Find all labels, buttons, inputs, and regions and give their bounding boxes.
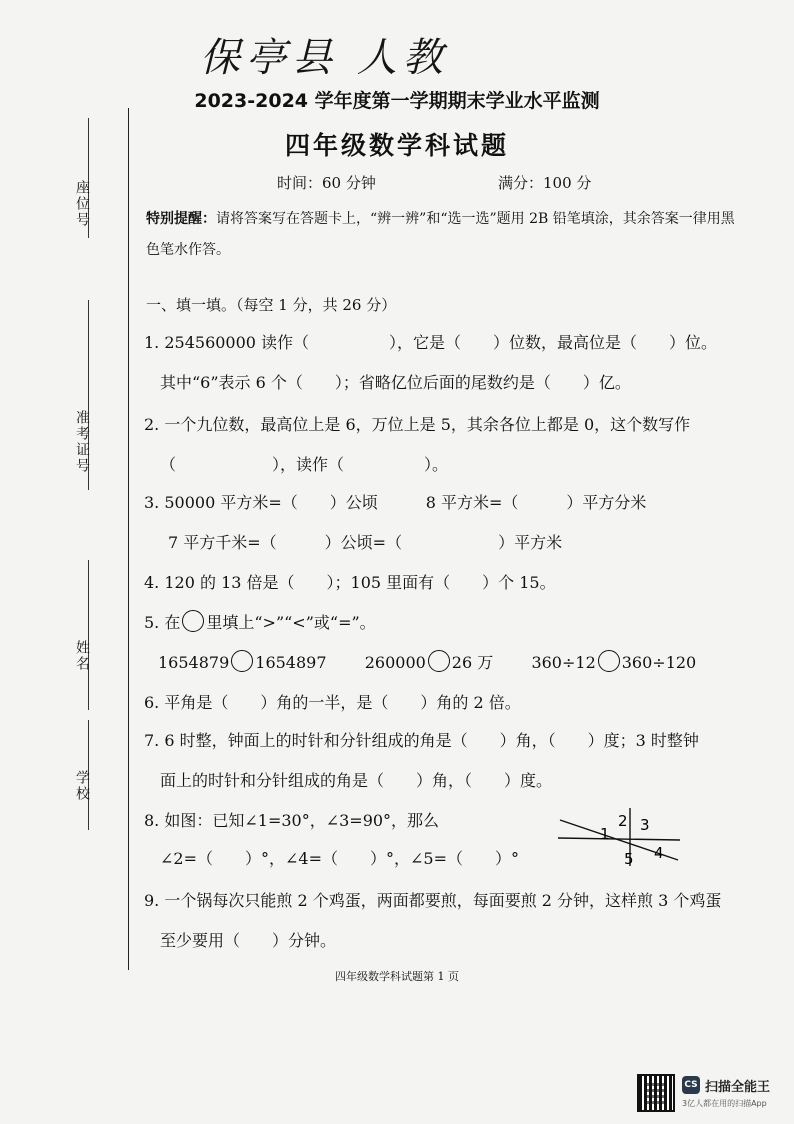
question-8-line-2: ∠2=（ ）°，∠4=（ ）°，∠5=（ ）° (160, 849, 519, 868)
compare-item: 260000 (364, 653, 426, 672)
question-1-line-2: 其中“6”表示 6 个（ ）；省略亿位后面的尾数约是（ ）亿。 (160, 373, 631, 392)
angle-label: 1 (600, 825, 610, 843)
full-score: 满分：100 分 (498, 174, 592, 192)
question-2-line-2: （ ），读作（ ）。 (160, 455, 449, 474)
name-label: 姓名 (74, 640, 90, 672)
question-1-line-1: 1. 254560000 读作（ ），它是（ ）位数，最高位是（ ）位。 (144, 333, 718, 352)
question-9-line-1: 9. 一个锅每次只能煎 2 个鸡蛋，两面都要煎，每面要煎 2 分钟，这样煎 3 个鸡蛋 (144, 891, 722, 910)
binding-line (128, 108, 129, 970)
compare-item: 1654879 (158, 653, 230, 672)
angle-label: 5 (624, 850, 634, 868)
time-limit: 时间：60 分钟 (277, 174, 376, 192)
notice-text: 请将答案写在答题卡上，“辨一辨”和“选一选”题用 2B 铅笔填涂，其余答案一律用黑色笔水作答。 (146, 211, 735, 258)
special-notice (146, 204, 746, 266)
question-5-prefix: 5. 在 (144, 613, 181, 632)
angle-label: 3 (640, 816, 650, 834)
compare-item: 26 万 (451, 653, 494, 672)
question-3-line-1: 3. 50000 平方米=（ ）公顷 8 平方米=（ ）平方分米 (144, 493, 647, 512)
question-5-items (158, 650, 696, 673)
question-3-line-2: 7 平方千米=（ ）公顷=（ ）平方米 (168, 533, 563, 552)
compare-circle[interactable] (428, 650, 450, 672)
seat-label: 座位号 (74, 180, 90, 228)
compare-circle[interactable] (231, 650, 253, 672)
circle-icon (182, 610, 204, 632)
camscanner-tagline: 3亿人都在用的扫描App (682, 1099, 767, 1108)
question-8-line-1: 8. 如图：已知∠1=30°，∠3=90°，那么 (144, 811, 440, 830)
angle-figure (554, 806, 684, 868)
compare-item: 360÷120 (621, 653, 697, 672)
question-7-line-2: 面上的时针和分针组成的角是（ ）角，（ ）度。 (160, 771, 553, 790)
compare-item: 1654897 (255, 653, 327, 672)
camscanner-brand: 扫描全能王 (705, 1080, 771, 1095)
question-7-line-1: 7. 6 时整，钟面上的时针和分针组成的角是（ ）角，（ ）度；3 时整钟 (144, 731, 699, 750)
angle-label: 4 (654, 844, 664, 862)
section-title: 一、填一填。（每空 1 分，共 26 分） (146, 296, 397, 314)
school-label: 学校 (74, 770, 90, 802)
compare-circle[interactable] (598, 650, 620, 672)
handwritten-note: 保亭县 人教 (200, 35, 449, 81)
page-footer: 四年级数学科试题第 1 页 (335, 970, 459, 983)
question-5-instruction (144, 610, 376, 633)
name-underline (88, 560, 89, 710)
question-9-line-2: 至少要用（ ）分钟。 (160, 931, 337, 950)
notice-label: 特别提醒： (146, 211, 216, 227)
exam-title: 2023-2024 学年度第一学期期末学业水平监测 (194, 90, 600, 112)
question-2-line-1: 2. 一个九位数，最高位上是 6，万位上是 5，其余各位上都是 0，这个数写作 (144, 415, 691, 434)
camscanner-logo-icon: CS (682, 1076, 700, 1094)
angle-label: 2 (618, 812, 628, 830)
question-4: 4. 120 的 13 倍是（ ）；105 里面有（ ）个 15。 (144, 573, 556, 592)
exam-id-label: 准考证号 (74, 410, 90, 474)
question-6: 6. 平角是（ ）角的一半，是（ ）角的 2 倍。 (144, 693, 521, 712)
compare-item: 360÷12 (531, 653, 596, 672)
exam-subtitle: 四年级数学科试题 (284, 131, 509, 160)
qr-code-icon (637, 1074, 675, 1112)
question-5-suffix: 里填上“>”“<”或“=”。 (206, 613, 376, 632)
